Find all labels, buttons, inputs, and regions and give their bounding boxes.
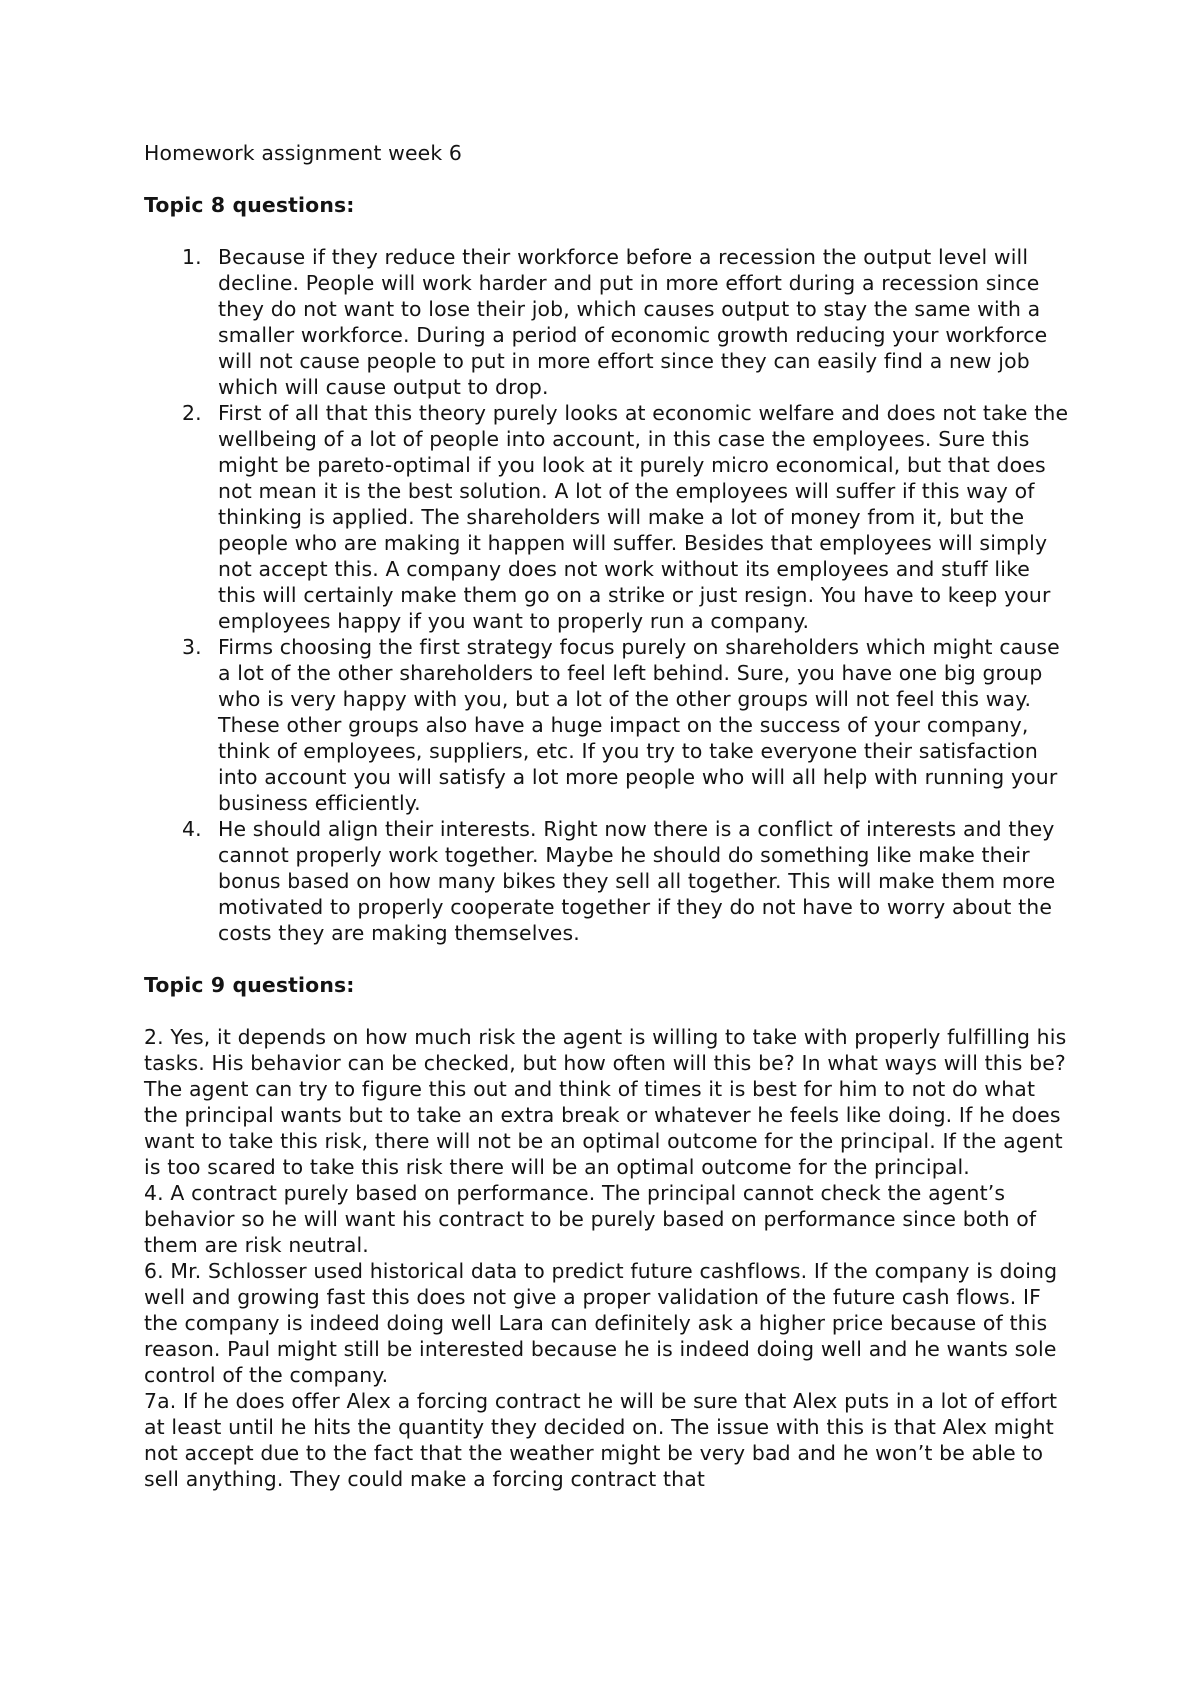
list-item-text: He should align their interests. Right now there is a conflict of interests and they cannot properly work together. Maybe he should do something like make their bonus based on how many bikes they sell all together. This will make them more motivated to properly cooperate together if they do not have to worry about the costs they are making themselves. (218, 817, 1056, 945)
list-item (182, 400, 1074, 634)
list-item (182, 244, 1074, 400)
answer-paragraph: 7a. If he does offer Alex a forcing contract he will be sure that Alex puts in a lot of effort at least until he hits the quantity they decided on. The issue with this is that Alex might not accept due to the fact that the weather might be very bad and he won’t be able to sell anything. They could make a forcing contract that (144, 1389, 1058, 1491)
document-title: Homework assignment week 6 (144, 141, 463, 165)
list-item-text: Firms choosing the first strategy focus purely on shareholders which might cause a lot of the other shareholders to feel left behind. Sure, you have one big group who is very happy with you, but a lot of the other groups will not feel this way. These other groups also have a huge impact on the success of your company, think of employees, suppliers, etc. If you try to take everyone their satisfaction into account you will satisfy a lot more people who will all help with running your business efficiently. (218, 635, 1060, 815)
answer-paragraph: 6. Mr. Schlosser used historical data to predict future cashflows. If the company is doing well and growing fast this does not give a proper validation of the future cash flows. IF the company is indeed doing well Lara can definitely ask a higher price because of this reason. Paul might still be interested because he is indeed doing well and he wants sole control of the company. (144, 1259, 1058, 1387)
topic-9-answers (144, 1024, 1074, 1492)
list-item-text: First of all that this theory purely looks at economic welfare and does not take the wellbeing of a lot of people into account, in this case the employees. Sure this might be pareto-optimal if you look at it purely micro economical, but that does not mean it is the best solution. A lot of the employees will suffer if this way of thinking is applied. The shareholders will make a lot of money from it, but the people who are making it happen will suffer. Besides that employees will simply not accept this. A company does not work without its employees and stuff like this will certainly make them go on a strike or just resign. You have to keep your employees happy if you want to properly run a company. (218, 401, 1069, 633)
list-item-number: 4. (182, 817, 202, 841)
topic-8-answer-list (144, 244, 1074, 946)
answer-paragraph: 2. Yes, it depends on how much risk the agent is willing to take with properly fulfilling his tasks. His behavior can be checked, but how often will this be? In what ways will this be? The agent can try to figure this out and think of times it is best for him to not do what the principal wants but to take an extra break or whatever he feels like doing. If he does want to take this risk, there will not be an optimal outcome for the principal. If the agent is too scared to take this risk there will be an optimal outcome for the principal. (144, 1025, 1067, 1179)
answer-paragraph: 4. A contract purely based on performance. The principal cannot check the agent’s behavior so he will want his contract to be purely based on performance since both of them are risk neutral. (144, 1181, 1037, 1257)
list-item-number: 1. (182, 245, 202, 269)
list-item (182, 816, 1074, 946)
topic-9-heading: Topic 9 questions: (144, 973, 355, 997)
topic-8-heading: Topic 8 questions: (144, 193, 355, 217)
list-item-number: 2. (182, 401, 202, 425)
list-item-text: Because if they reduce their workforce before a recession the output level will decline. People will work harder and put in more effort during a recession since they do not want to lose their job, which causes output to stay the same with a smaller workforce. During a period of economic growth reducing your workforce will not cause people to put in more effort since they can easily find a new job which will cause output to drop. (218, 245, 1048, 399)
document-body (144, 140, 1074, 1492)
list-item-number: 3. (182, 635, 202, 659)
list-item (182, 634, 1074, 816)
